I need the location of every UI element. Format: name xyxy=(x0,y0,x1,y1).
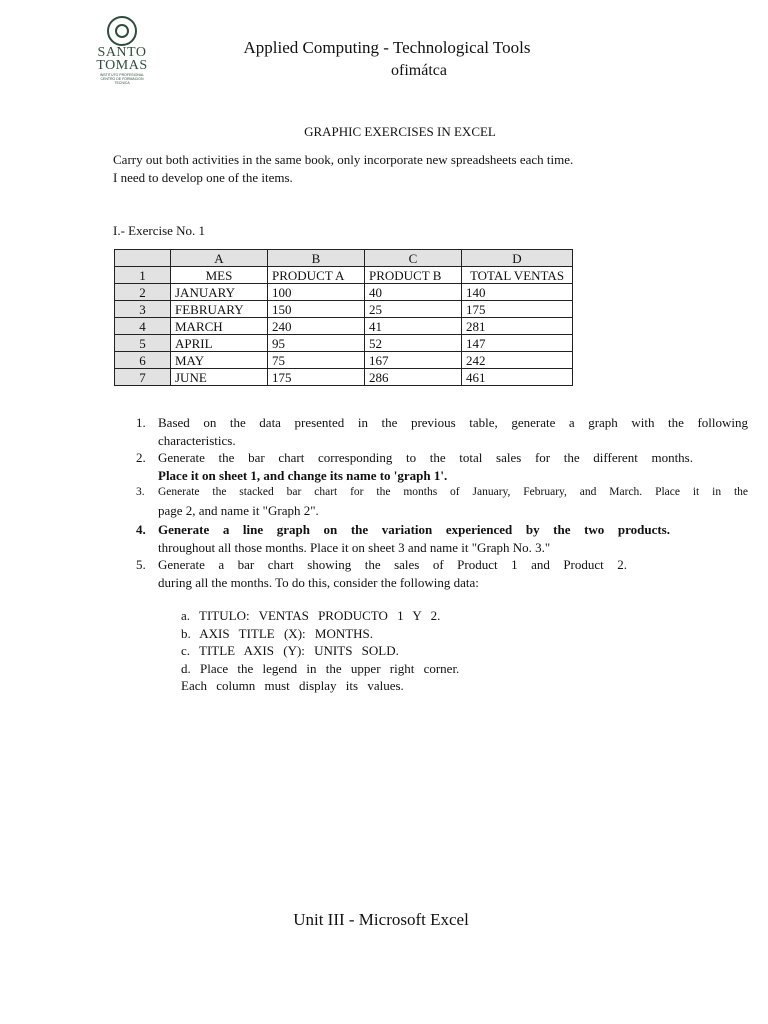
cell-product-b: 52 xyxy=(365,335,462,352)
list-item xyxy=(136,521,748,556)
cell-total-header: TOTAL VENTAS xyxy=(462,267,573,284)
list-number: 5. xyxy=(136,557,146,572)
list-item xyxy=(136,449,748,484)
cell-month: MARCH xyxy=(171,318,268,335)
row-number: 1 xyxy=(115,267,171,284)
table-row xyxy=(115,369,573,386)
column-header-a: A xyxy=(171,250,268,267)
cell-total: 140 xyxy=(462,284,573,301)
column-header-c: C xyxy=(365,250,462,267)
list-item: Each column must display its values. xyxy=(181,678,404,693)
task-line-2: characteristics. xyxy=(158,432,236,448)
cell-month: JANUARY xyxy=(171,284,268,301)
cell-product-b: 25 xyxy=(365,301,462,318)
logo-brand-line1: SANTO xyxy=(97,45,147,60)
list-number: 3. xyxy=(136,486,145,498)
cell-mes-header: MES xyxy=(171,267,268,284)
cell-total: 242 xyxy=(462,352,573,369)
list-number: 2. xyxy=(136,450,146,465)
header-title: Applied Computing - Technological Tools xyxy=(243,38,531,57)
cell-product-b-header: PRODUCT B xyxy=(365,267,462,284)
task-line-2: during all the months. To do this, consider the following data: xyxy=(158,574,479,590)
task-line-2: throughout all those months. Place it on sheet 3 and name it "Graph No. 3." xyxy=(158,539,551,555)
row-number: 6 xyxy=(115,352,171,369)
list-item: c. TITLE AXIS (Y): UNITS SOLD. xyxy=(181,643,399,658)
column-header-row xyxy=(115,250,573,267)
table-row xyxy=(115,267,573,284)
header-subtitle: ofimátca xyxy=(391,62,447,79)
table-row xyxy=(115,318,573,335)
corner-cell xyxy=(115,250,171,267)
cell-month: FEBRUARY xyxy=(171,301,268,318)
list-item: b. AXIS TITLE (X): MONTHS. xyxy=(181,625,374,641)
cell-product-b: 40 xyxy=(365,284,462,301)
cell-product-a-header: PRODUCT A xyxy=(268,267,365,284)
column-header-b: B xyxy=(268,250,365,267)
exercise-label: I.- Exercise No. 1 xyxy=(113,223,206,238)
list-number: 1. xyxy=(136,415,146,430)
cell-total: 147 xyxy=(462,335,573,352)
cell-product-a: 75 xyxy=(268,352,365,369)
table-row xyxy=(115,301,573,318)
list-item xyxy=(136,484,748,521)
task-line-1: Based on the data presented in the previous table, generate a graph with the following xyxy=(158,415,748,430)
logo-tagline: INSTITUTO PROFESIONAL CENTRO DE FORMACION TECNICA xyxy=(99,73,145,85)
task-line-1: Generate the stacked bar chart for the months of January, February, and March. Place it in the xyxy=(158,486,748,498)
cell-month: MAY xyxy=(171,352,268,369)
row-number: 3 xyxy=(115,301,171,318)
cell-product-a: 100 xyxy=(268,284,365,301)
cell-total: 461 xyxy=(462,369,573,386)
list-item xyxy=(136,414,748,449)
list-item xyxy=(136,556,748,591)
cell-product-a: 240 xyxy=(268,318,365,335)
list-number: 4. xyxy=(136,522,146,537)
cell-month: JUNE xyxy=(171,369,268,386)
document-heading: GRAPHIC EXERCISES IN EXCEL xyxy=(304,124,496,139)
cell-total: 281 xyxy=(462,318,573,335)
cell-total: 175 xyxy=(462,301,573,318)
row-number: 4 xyxy=(115,318,171,335)
row-number: 7 xyxy=(115,369,171,386)
chart-requirements-list xyxy=(181,607,459,695)
sales-table xyxy=(114,249,573,386)
cell-product-b: 41 xyxy=(365,318,462,335)
row-number: 5 xyxy=(115,335,171,352)
cell-product-b: 286 xyxy=(365,369,462,386)
page-footer: Unit III - Microsoft Excel xyxy=(293,910,469,929)
intro-line-2: I need to develop one of the items. xyxy=(113,170,293,185)
intro-line-1: Carry out both activities in the same book, only incorporate new spreadsheets each time. xyxy=(113,152,574,167)
task-line-2: page 2, and name it "Graph 2". xyxy=(158,502,319,518)
column-header-d: D xyxy=(462,250,573,267)
seal-icon xyxy=(107,16,137,46)
table-row xyxy=(115,352,573,369)
task-line-1: Generate the bar chart corresponding to the total sales for the different months. xyxy=(158,450,693,465)
intro-paragraph xyxy=(113,151,573,187)
cell-product-a: 95 xyxy=(268,335,365,352)
task-line-2: Place it on sheet 1, and change its name to 'graph 1'. xyxy=(158,467,448,483)
task-list xyxy=(136,414,748,591)
list-item: a. TITULO: VENTAS PRODUCTO 1 Y 2. xyxy=(181,608,441,623)
cell-product-a: 175 xyxy=(268,369,365,386)
cell-product-b: 167 xyxy=(365,352,462,369)
logo-brand-line2: TOMAS xyxy=(96,58,148,73)
cell-month: APRIL xyxy=(171,335,268,352)
task-line-1: Generate a bar chart showing the sales of Product 1 and Product 2. xyxy=(158,557,627,572)
task-line-1: Generate a line graph on the variation experienced by the two products. xyxy=(158,522,670,537)
cell-product-a: 150 xyxy=(268,301,365,318)
row-number: 2 xyxy=(115,284,171,301)
table-row xyxy=(115,284,573,301)
list-item: d. Place the legend in the upper right corner. xyxy=(181,660,460,676)
santo-tomas-logo xyxy=(94,16,150,88)
table-row xyxy=(115,335,573,352)
